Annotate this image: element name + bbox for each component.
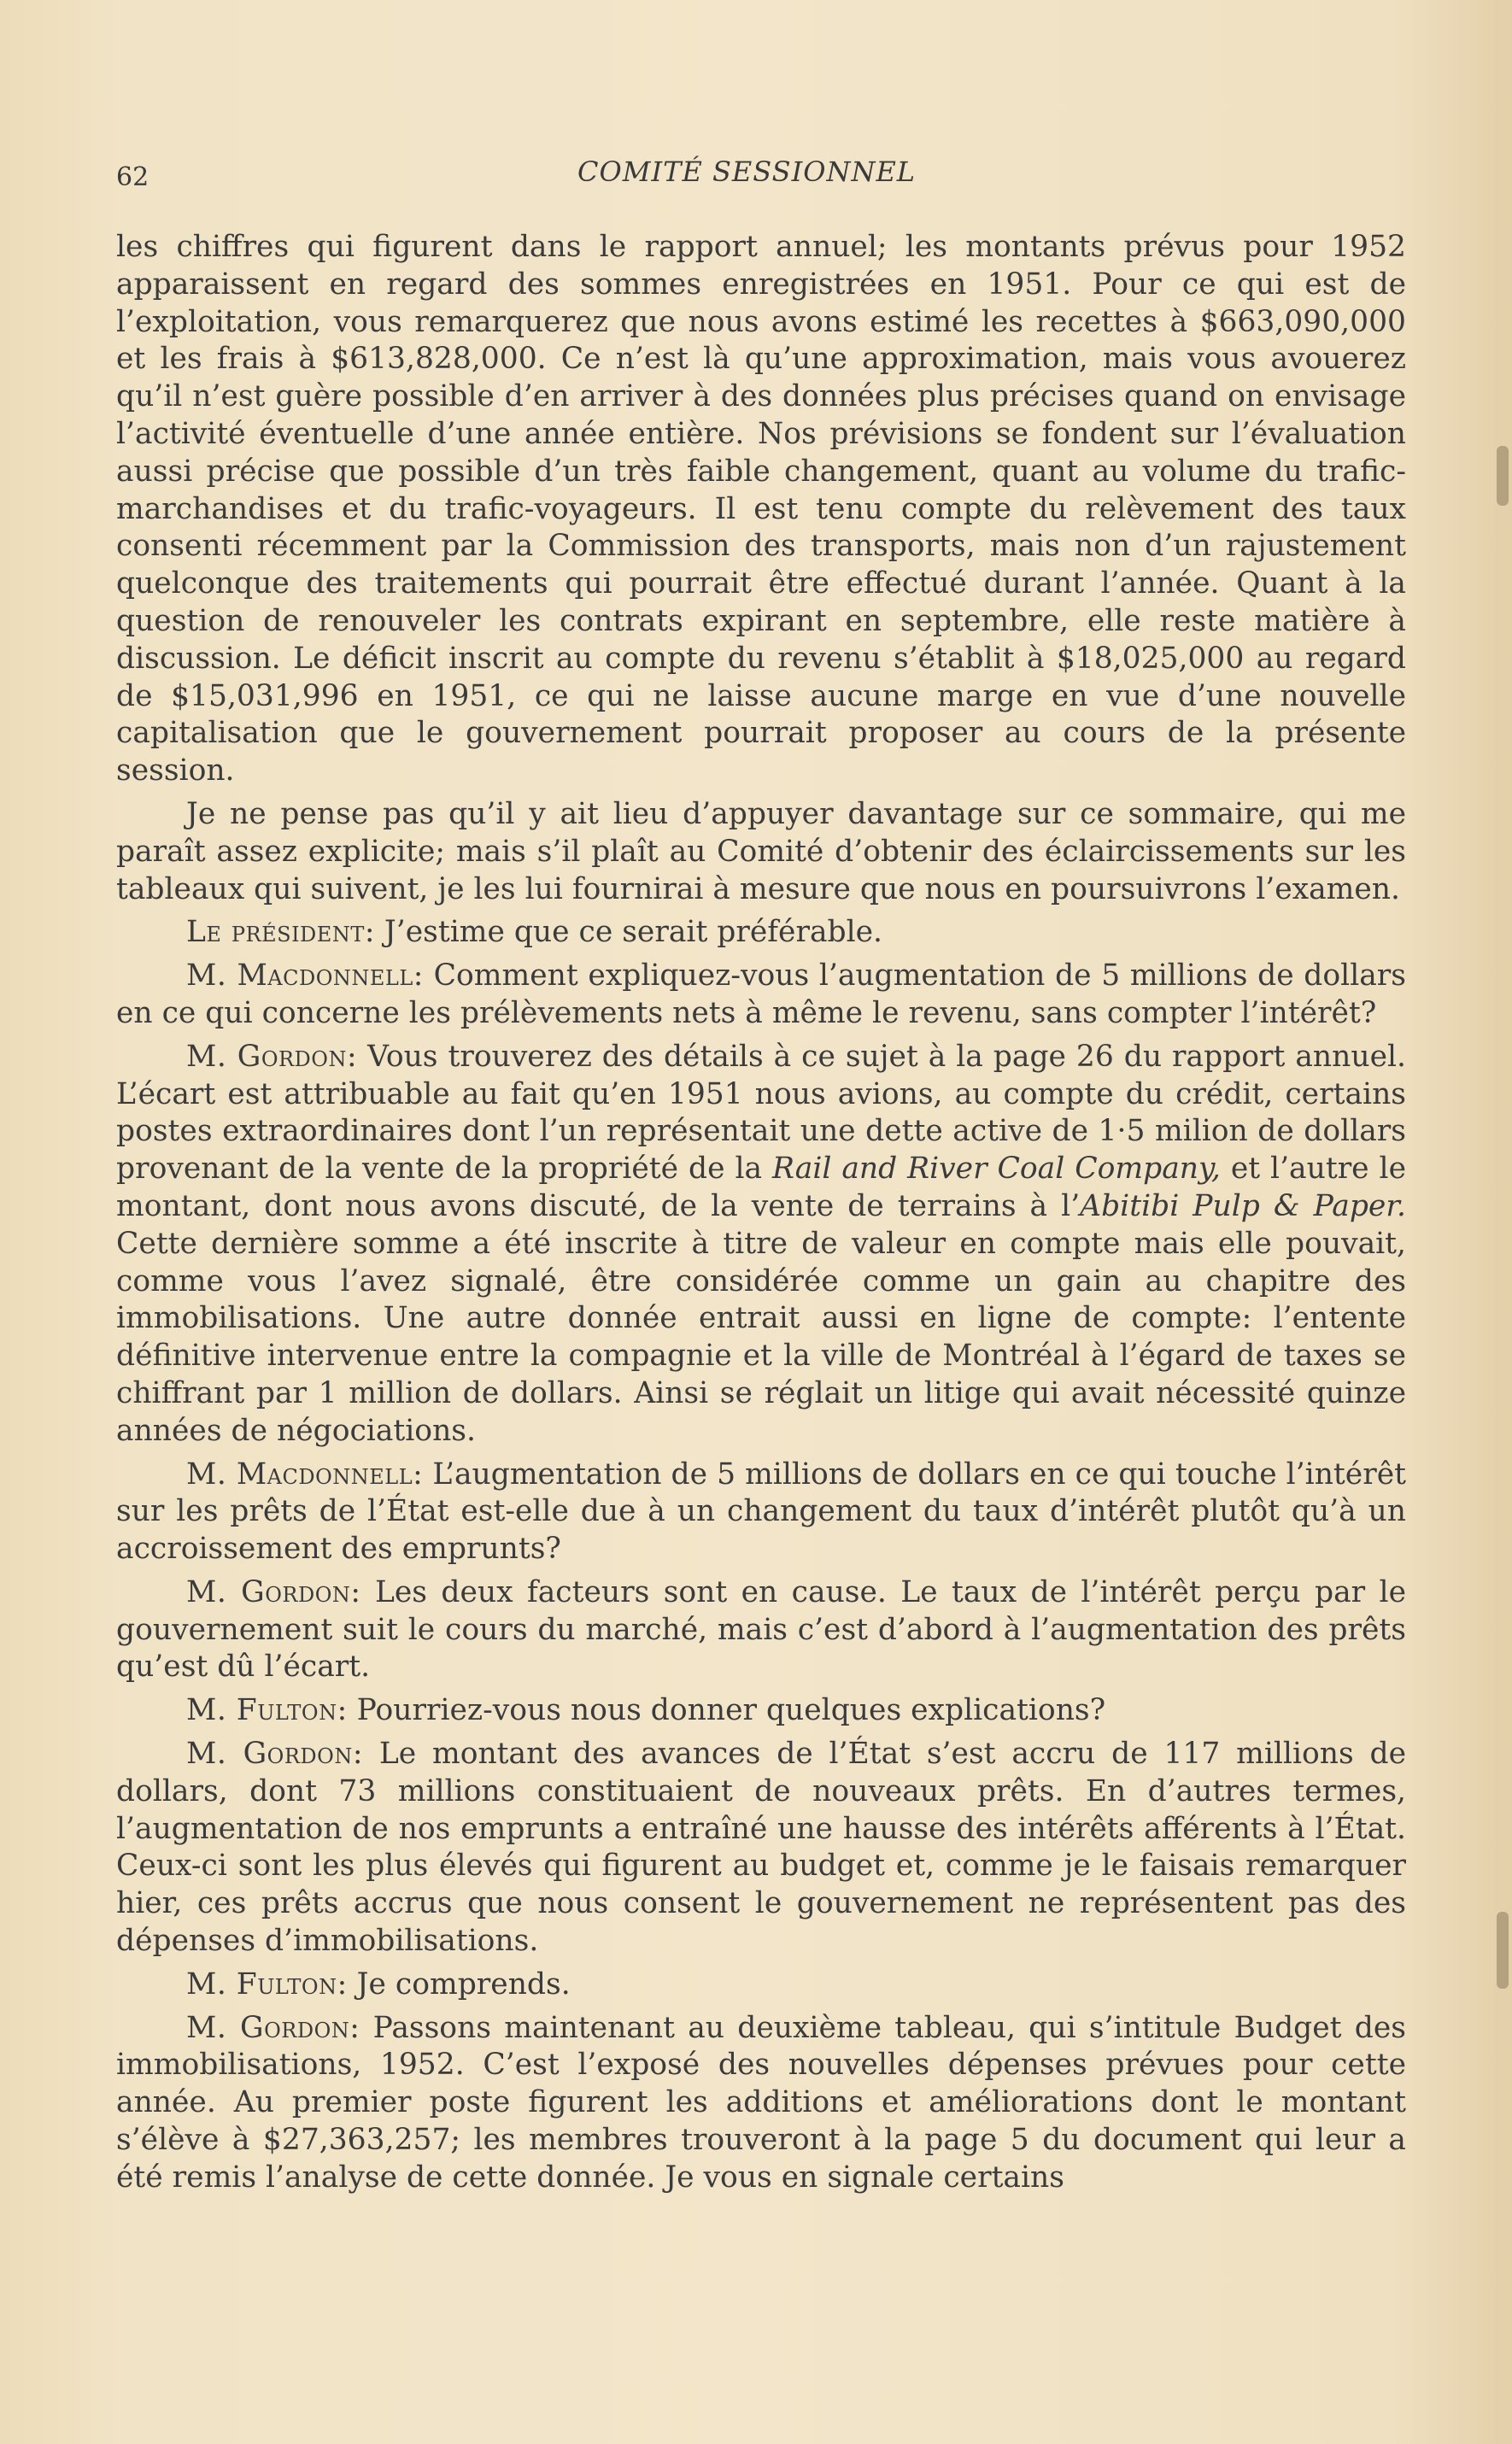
speaker-name: M. Gordon: bbox=[186, 2010, 360, 2045]
speech-text: Les deux facteurs sont en cause. Le taux de l’intérêt perçu par le gouvernement suit le cours du marché, mais c’est d’abord à l’augmentation des prêts qu’est dû l’écart. bbox=[116, 1574, 1407, 1685]
paragraph: Je ne pense pas qu’il y ait lieu d’appuyer davantage sur ce sommaire, qui me paraît assez explicite; mais s’il plaît au Comité d’obtenir des éclaircissements sur les tableaux qui suivent, je les lui fournirai à mesure que nous en poursuivrons l’examen. bbox=[116, 796, 1406, 906]
company-name: Rail and River Coal Company, bbox=[772, 1152, 1221, 1187]
speaker-name: Le président: bbox=[186, 915, 375, 950]
speech-text: Comment expliquez-vous l’augmentation de 5 millions de dollars en ce qui concerne les prélèvements nets à même le revenu, sans compter l’intérêt? bbox=[116, 958, 1406, 1030]
paragraph bbox=[116, 1736, 1406, 1960]
speaker-name: M. Macdonnell: bbox=[186, 1456, 424, 1492]
margin-mark bbox=[1497, 446, 1509, 506]
body-text bbox=[116, 229, 1406, 2197]
speech-text: Le montant des avances de l’État s’est accru de 117 millions de dollars, dont 73 millions constituaient de nouveaux prêts. En d’autres termes, l’augmentation de nos emprunts a entraîné une hausse des intérêts afférents à l’État. Ceux-ci sont les plus élevés qui figurent au budget et, comme je le faisais remarquer hier, ces prêts accrus que nous consent le gouvernement ne représentent pas des dépenses d’immobilisations. bbox=[116, 1737, 1407, 1959]
paragraph bbox=[116, 914, 1406, 952]
page-number: 62 bbox=[116, 162, 149, 192]
paragraph bbox=[116, 1039, 1406, 1451]
running-head bbox=[116, 155, 1406, 198]
speaker-name: M. Gordon: bbox=[186, 1574, 361, 1609]
paragraph bbox=[116, 2010, 1406, 2197]
paragraph bbox=[116, 1574, 1406, 1686]
page-heading: COMITÉ SESSIONNEL bbox=[577, 155, 917, 188]
paragraph bbox=[116, 1456, 1406, 1568]
speech-text: Vous trouverez des détails à ce sujet à la page 26 du rapport annuel. L’écart est attribuable au fait qu’en 1951 nous avions, au compte du crédit, certains postes extraordinaires dont l’un représentait une dette active de 1·5 milion de dollars provenant de la vente de la propriété de la bbox=[116, 1039, 1407, 1187]
speech-text: Pourriez-vous nous donner quelques explications? bbox=[347, 1693, 1106, 1728]
speech-text: Je comprends. bbox=[347, 1966, 571, 2002]
paragraph: les chiffres qui figurent dans le rapport annuel; les montants prévus pour 1952 apparaissent en regard des sommes enregistrées en 1951. Pour ce qui est de l’exploitation, vous remarquerez que nous avons estimé les recettes à $663,090,000 et les frais à $613,828,000. Ce n’est là qu’une approximation, mais vous avouerez qu’il n’est guère possible d’en arriver à des données plus précises quand on envisage l’activité éventuelle d’une année entière. Nos prévisions se fondent sur l’évaluation aussi précise que possible d’un très faible changement, quant au volume du trafic-marchandises et du trafic-voyageurs. Il est tenu compte du relèvement des taux consenti récemment par la Commission des transports, mais non d’un rajustement quelconque des traitements qui pourrait être effectué durant l’année. Quant à la question de renouveler les contrats expirant en septembre, elle reste matière à discussion. Le déficit inscrit au compte du revenu s’établit à $18,025,000 au regard de $15,031,996 en 1951, ce qui ne laisse aucune marge en vue d’une nouvelle capitalisation que le gouvernement pourrait proposer au cours de la présente session. bbox=[116, 230, 1406, 788]
speaker-name: M. Gordon: bbox=[186, 1737, 363, 1772]
margin-mark bbox=[1497, 1912, 1509, 1989]
speech-text: L’augmentation de 5 millions de dollars en ce qui touche l’intérêt sur les prêts de l’État est-elle due à un changement du taux d’intérêt plutôt qu’à un accroissement des emprunts? bbox=[116, 1456, 1406, 1567]
speaker-name: M. Fulton: bbox=[186, 1966, 348, 2002]
speaker-name: M. Gordon: bbox=[186, 1039, 358, 1074]
speech-text: J’estime que ce serait préférable. bbox=[374, 915, 883, 950]
speaker-name: M. Macdonnell: bbox=[186, 958, 424, 993]
speech-text: Cette dernière somme a été inscrite à titre de valeur en compte mais elle pouvait, comme vous l’avez signalé, être considérée comme un gain au chapitre des immobilisations. Une autre donnée entrait aussi en ligne de compte: l’entente définitive intervenue entre la compagnie et la ville de Montréal à l’égard de taxes se chiffrant par 1 million de dollars. Ainsi se réglait un litige qui avait nécessité quinze années de négociations. bbox=[116, 1226, 1406, 1448]
paragraph bbox=[116, 1966, 1406, 2004]
company-name: Abitibi Pulp & Paper. bbox=[1080, 1188, 1406, 1223]
paragraph bbox=[116, 958, 1406, 1033]
paragraph bbox=[116, 1692, 1406, 1730]
speech-text: Passons maintenant au deuxième tableau, qui s’intitule Budget des immobilisations, 1952. C’est l’exposé des nouvelles dépenses prévues pour cette année. Au premier poste figurent les additions et améliorations dont le montant s’élève à $27,363,257; les membres trouveront à la page 5 du document qui leur a été remis l’analyse de cette donnée. Je vous en signale certains bbox=[116, 2010, 1406, 2195]
speaker-name: M. Fulton: bbox=[186, 1693, 348, 1728]
speech-text: et l’autre le montant, dont nous avons discuté, de la vente de terrains à l’ bbox=[116, 1152, 1406, 1223]
